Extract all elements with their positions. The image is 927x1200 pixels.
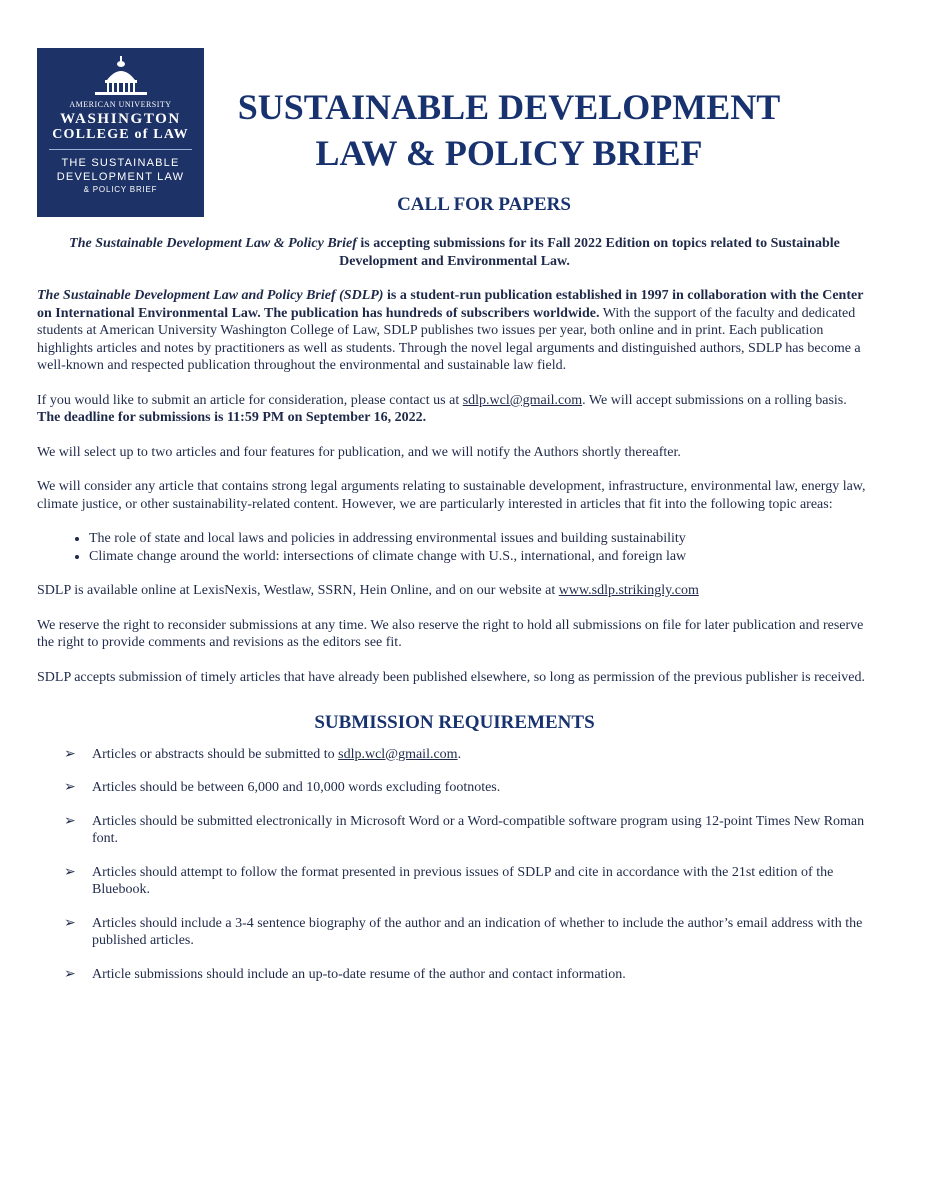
submit-paragraph: [37, 392, 872, 427]
availability-paragraph: [37, 582, 872, 600]
topic-item: • Climate change around the world: intersections of climate change with U.S., international, and foreign law: [89, 548, 872, 566]
topic-list: [37, 530, 872, 565]
requirement-item: [37, 966, 872, 984]
requirement-item: [37, 915, 872, 950]
submit-text: If you would like to submit an article for consideration, please contact us at: [37, 392, 463, 408]
about-journal-name: The Sustainable Development Law and Policy Brief (SDLP): [37, 288, 384, 303]
requirement-item: [37, 746, 872, 764]
logo-university: AMERICAN UNIVERSITY: [69, 100, 172, 109]
title-line2: LAW & POLICY BRIEF: [315, 133, 703, 173]
requirements-heading: SUBMISSION REQUIREMENTS: [314, 712, 595, 733]
submission-email-link[interactable]: sdlp.wcl@gmail.com: [338, 746, 458, 762]
call-for-papers-heading: CALL FOR PAPERS: [397, 194, 571, 215]
arrow-bullet-icon: ➢: [64, 746, 76, 762]
logo-brief-line1: THE SUSTAINABLE: [61, 157, 180, 169]
about-text: With the support of the faculty and dedicated students at American University Washington College of Law, SDLP publishes two issues per year, both online and in print. Each publication highlights articles and notes by practitioners as well as students. Through the novel legal arguments and distinguished authors, SDLP has become a well-known and respected publication throughout the environmental and sustainable law field.: [37, 305, 861, 373]
logo-divider: [49, 149, 192, 150]
requirement-text: Articles or abstracts should be submitted to: [92, 746, 339, 762]
logo-brief-line2: DEVELOPMENT LAW: [56, 171, 185, 183]
consider-paragraph: We will consider any article that contains strong legal arguments relating to sustainable development, infrastructure, environmental law, energy law, climate justice, or other sustainability-related content. However, we are particularly interested in articles that fit into the following topic areas:: [37, 479, 866, 512]
capitol-dome-icon: [91, 56, 151, 98]
intro-text: is accepting submissions for its Fall 2022 Edition on topics related to Sustainable Development and Environmental Law.: [339, 236, 840, 269]
logo-brief-line3: & POLICY BRIEF: [83, 185, 158, 194]
arrow-bullet-icon: ➢: [64, 864, 76, 880]
arrow-bullet-icon: ➢: [64, 780, 76, 795]
availability-text: SDLP is available online at LexisNexis, Westlaw, SSRN, Hein Online, and on our website at: [37, 583, 559, 598]
requirement-item: [37, 813, 872, 848]
arrow-bullet-icon: ➢: [64, 915, 76, 931]
requirement-item: [37, 864, 872, 899]
timely-paragraph: SDLP accepts submission of timely articles that have already been published elsewhere, so long as permission of the previous publisher is received.: [37, 669, 865, 685]
contact-email-link[interactable]: sdlp.wcl@gmail.com: [462, 392, 583, 408]
website-link[interactable]: www.sdlp.strikingly.com: [558, 583, 699, 598]
logo-college-line1: WASHINGTON: [60, 111, 181, 127]
journal-name: The Sustainable Development Law & Policy Brief: [69, 236, 357, 251]
wcl-logo: [37, 48, 204, 217]
page-title: [204, 84, 814, 176]
title-line1: SUSTAINABLE DEVELOPMENT: [237, 87, 781, 127]
arrow-bullet-icon: ➢: [64, 813, 76, 829]
requirement-text: Article submissions should include an up-to-date resume of the author and contact information.: [92, 966, 626, 982]
requirement-text: Articles should attempt to follow the format presented in previous issues of SDLP and cite in accordance with the 21st edition of the Bluebook.: [92, 864, 834, 897]
requirement-text: Articles should include a 3-4 sentence biography of the author and an indication of whether to include the author’s email address with the published articles.: [92, 915, 863, 948]
intro-paragraph: [37, 235, 872, 270]
select-paragraph: We will select up to two articles and four features for publication, and we will notify the Authors shortly thereafter.: [37, 444, 681, 460]
requirement-text: Articles should be between 6,000 and 10,000 words excluding footnotes.: [92, 780, 501, 795]
document-body: [37, 235, 872, 999]
submit-text-after: . We will accept submissions on a rolling basis.: [582, 392, 847, 408]
requirement-item: [37, 779, 872, 797]
requirement-period: .: [457, 746, 462, 762]
logo-college-line2: COLLEGE of LAW: [52, 127, 189, 142]
requirement-text: Articles should be submitted electronically in Microsoft Word or a Word-compatible software program using 12-point Times New Roman font.: [92, 813, 865, 846]
deadline-text: The deadline for submissions is 11:59 PM on September 16, 2022.: [37, 410, 427, 425]
about-bold-text: is a student-run publication established in 1997 in collaboration with the Center on International Environmental Law. The publication has hundreds of subscribers worldwide.: [37, 288, 864, 321]
about-paragraph: [37, 287, 872, 375]
reserve-paragraph: We reserve the right to reconsider submissions at any time. We also reserve the right to hold all submissions on file for later publication and reserve the right to provide comments and revisions as the editors see fit.: [37, 617, 864, 650]
arrow-bullet-icon: ➢: [64, 966, 76, 982]
topic-item: • The role of state and local laws and policies in addressing environmental issues and building sustainability: [89, 530, 872, 548]
